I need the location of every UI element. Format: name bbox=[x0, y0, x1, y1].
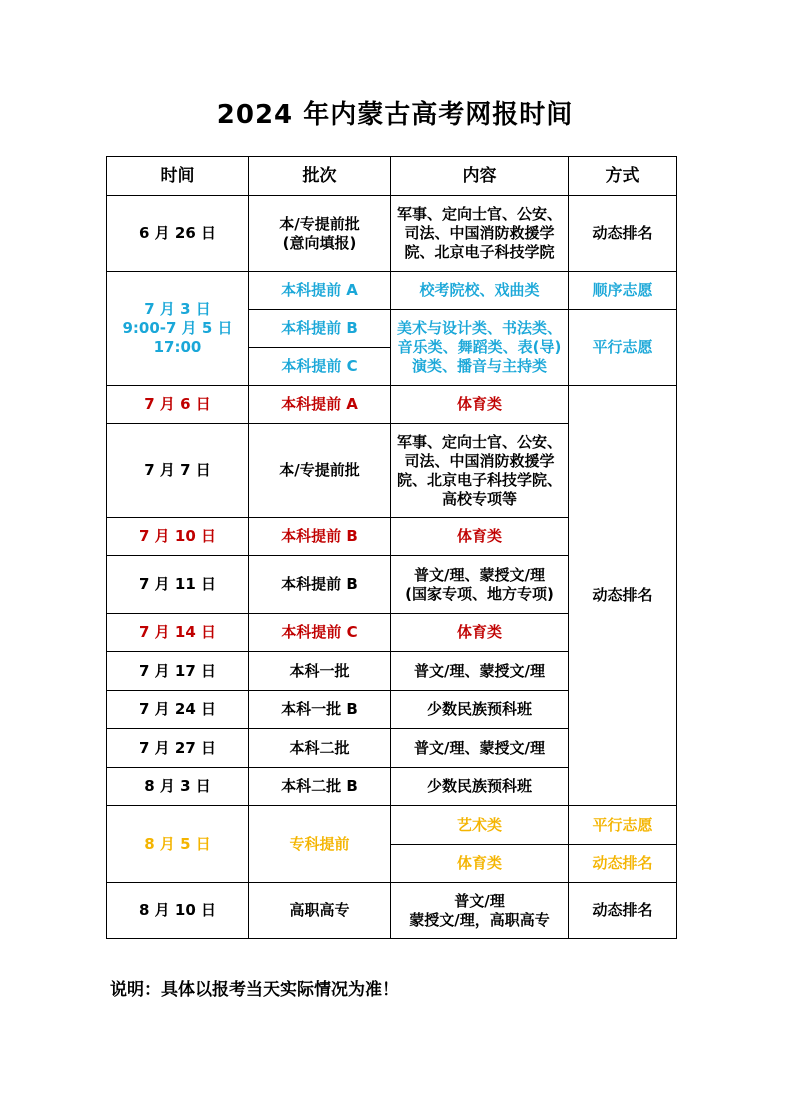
method-cell: 顺序志愿 bbox=[569, 272, 677, 310]
header-time: 时间 bbox=[107, 157, 249, 196]
method-cell: 动态排名 bbox=[569, 845, 677, 883]
batch-cell: 本科提前 B bbox=[249, 556, 391, 614]
header-batch: 批次 bbox=[249, 157, 391, 196]
content-cell: 军事、定向士官、公安、 司法、中国消防救援学 院、北京电子科技学院 bbox=[391, 196, 569, 272]
batch-cell: 本科提前 A bbox=[249, 386, 391, 424]
batch-cell: 本科提前 B bbox=[249, 310, 391, 348]
content-cell: 体育类 bbox=[391, 614, 569, 652]
content-cell: 体育类 bbox=[391, 845, 569, 883]
time-cell: 7 月 14 日 bbox=[107, 614, 249, 652]
content-cell: 艺术类 bbox=[391, 806, 569, 845]
schedule-table bbox=[106, 156, 677, 939]
content-cell: 普文/理、蒙授文/理 bbox=[391, 729, 569, 768]
time-cell: 8 月 3 日 bbox=[107, 768, 249, 806]
table-row bbox=[107, 883, 677, 939]
batch-cell: 高职高专 bbox=[249, 883, 391, 939]
batch-cell: 本科一批 B bbox=[249, 691, 391, 729]
time-cell: 8 月 10 日 bbox=[107, 883, 249, 939]
header-content: 内容 bbox=[391, 157, 569, 196]
content-cell: 校考院校、戏曲类 bbox=[391, 272, 569, 310]
content-cell: 美术与设计类、书法类、 音乐类、舞蹈类、表(导) 演类、播音与主持类 bbox=[391, 310, 569, 386]
batch-cell: 本科一批 bbox=[249, 652, 391, 691]
table-row bbox=[107, 272, 677, 310]
page-title: 2024 年内蒙古高考网报时间 bbox=[216, 100, 574, 130]
method-cell: 平行志愿 bbox=[569, 806, 677, 845]
time-cell: 7 月 6 日 bbox=[107, 386, 249, 424]
content-cell: 少数民族预科班 bbox=[391, 691, 569, 729]
batch-cell: 专科提前 bbox=[249, 806, 391, 883]
content-cell: 体育类 bbox=[391, 518, 569, 556]
method-cell: 平行志愿 bbox=[569, 310, 677, 386]
time-cell: 7 月 3 日 9:00-7 月 5 日 17:00 bbox=[107, 272, 249, 386]
batch-cell: 本科提前 A bbox=[249, 272, 391, 310]
footnote: 说明：具体以报考当天实际情况为准！ bbox=[110, 980, 399, 1000]
batch-cell: 本科二批 bbox=[249, 729, 391, 768]
table-row bbox=[107, 806, 677, 845]
time-cell: 7 月 7 日 bbox=[107, 424, 249, 518]
time-cell: 7 月 27 日 bbox=[107, 729, 249, 768]
batch-cell: 本科提前 C bbox=[249, 614, 391, 652]
time-cell: 6 月 26 日 bbox=[107, 196, 249, 272]
batch-cell: 本/专提前批 (意向填报) bbox=[249, 196, 391, 272]
method-cell: 动态排名 bbox=[569, 196, 677, 272]
batch-cell: 本科二批 B bbox=[249, 768, 391, 806]
batch-cell: 本科提前 B bbox=[249, 518, 391, 556]
content-cell: 军事、定向士官、公安、 司法、中国消防救援学 院、北京电子科技学院、 高校专项等 bbox=[391, 424, 569, 518]
time-cell: 7 月 10 日 bbox=[107, 518, 249, 556]
table-row bbox=[107, 196, 677, 272]
method-cell: 动态排名 bbox=[569, 883, 677, 939]
content-cell: 普文/理、蒙授文/理 bbox=[391, 652, 569, 691]
batch-cell: 本/专提前批 bbox=[249, 424, 391, 518]
content-cell: 普文/理 蒙授文/理，高职高专 bbox=[391, 883, 569, 939]
content-cell: 体育类 bbox=[391, 386, 569, 424]
method-cell: 动态排名 bbox=[569, 386, 677, 806]
content-cell: 普文/理、蒙授文/理 (国家专项、地方专项) bbox=[391, 556, 569, 614]
batch-cell: 本科提前 C bbox=[249, 348, 391, 386]
table-row bbox=[107, 386, 677, 424]
time-cell: 7 月 17 日 bbox=[107, 652, 249, 691]
time-cell: 7 月 24 日 bbox=[107, 691, 249, 729]
time-cell: 8 月 5 日 bbox=[107, 806, 249, 883]
time-cell: 7 月 11 日 bbox=[107, 556, 249, 614]
header-row bbox=[107, 157, 677, 196]
header-method: 方式 bbox=[569, 157, 677, 196]
content-cell: 少数民族预科班 bbox=[391, 768, 569, 806]
